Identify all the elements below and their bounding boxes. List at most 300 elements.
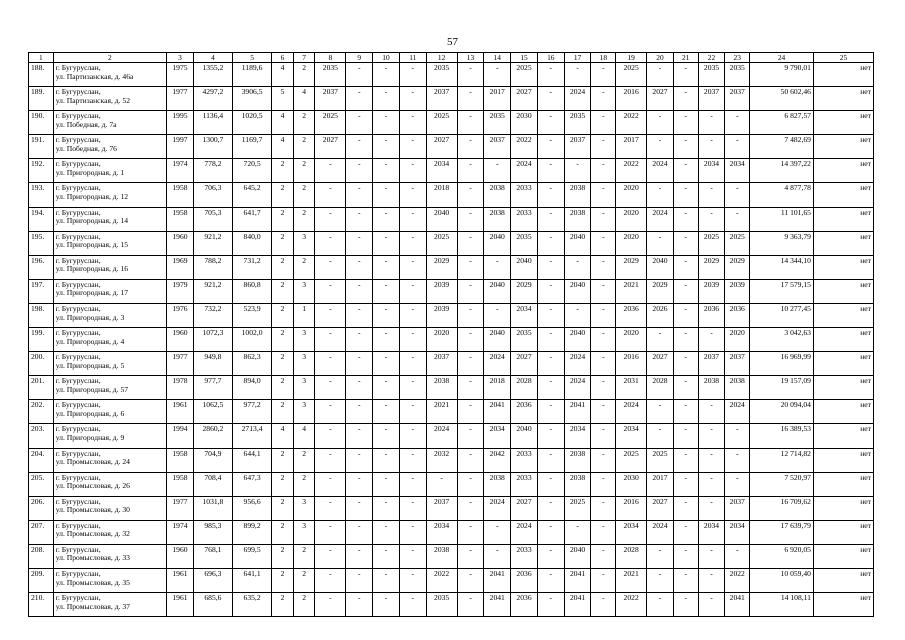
value-cell: 977,7	[193, 376, 232, 400]
value-cell: 2040	[511, 255, 538, 279]
value-cell: -	[591, 448, 616, 472]
value-cell: 2038	[564, 448, 591, 472]
value-cell: 2	[293, 568, 315, 592]
value-cell: 949,8	[193, 352, 232, 376]
value-cell: -	[399, 448, 426, 472]
value-cell: 2035	[426, 593, 457, 617]
value-cell: 2036	[511, 568, 538, 592]
value-cell: 2037	[426, 496, 457, 520]
value-cell: 4	[272, 424, 294, 448]
value-cell: 1976	[167, 303, 194, 327]
value-cell: 2024	[647, 159, 674, 183]
value-cell: 2034	[698, 520, 725, 544]
address-city: г. Бугуруслан,	[55, 87, 101, 97]
flag-cell: нет	[813, 544, 873, 568]
value-cell: 641,1	[233, 568, 272, 592]
value-cell: 899,2	[233, 520, 272, 544]
value-cell: -	[591, 111, 616, 135]
flag-cell: нет	[813, 279, 873, 303]
value-cell: -	[698, 424, 725, 448]
value-cell: 2029	[511, 279, 538, 303]
value-cell: -	[591, 231, 616, 255]
value-cell: 2017	[647, 472, 674, 496]
value-cell: 2034	[426, 520, 457, 544]
value-cell: -	[399, 279, 426, 303]
cost-cell: 7 520,97	[750, 472, 814, 496]
value-cell: -	[399, 255, 426, 279]
value-cell: 2030	[616, 472, 647, 496]
table-row	[29, 376, 874, 400]
value-cell: 1020,5	[233, 111, 272, 135]
address-cell	[53, 544, 166, 568]
value-cell: -	[591, 400, 616, 424]
value-cell: -	[346, 520, 373, 544]
value-cell: -	[373, 352, 400, 376]
value-cell: 644,1	[233, 448, 272, 472]
value-cell: -	[457, 400, 484, 424]
column-header: 3	[167, 53, 194, 63]
value-cell: 2025	[725, 231, 750, 255]
value-cell: 2036	[616, 303, 647, 327]
table-row	[29, 593, 874, 617]
value-cell: 1960	[167, 544, 194, 568]
address-cell	[53, 376, 166, 400]
address-city: г. Бугуруслан,	[55, 279, 101, 289]
value-cell: -	[647, 593, 674, 617]
value-cell: -	[537, 279, 564, 303]
column-header: 1	[29, 53, 54, 63]
value-cell: 2036	[511, 593, 538, 617]
table-header	[29, 53, 874, 63]
value-cell: 1062,5	[193, 400, 232, 424]
value-cell: 1969	[167, 255, 194, 279]
value-cell: -	[591, 424, 616, 448]
value-cell: 2	[272, 183, 294, 207]
value-cell: 860,8	[233, 279, 272, 303]
value-cell: 2035	[511, 231, 538, 255]
value-cell: 2029	[616, 255, 647, 279]
value-cell: 2020	[725, 328, 750, 352]
value-cell: 2037	[564, 135, 591, 159]
column-header: 7	[293, 53, 315, 63]
value-cell: -	[346, 159, 373, 183]
value-cell: 2038	[484, 207, 511, 231]
value-cell: 2041	[484, 568, 511, 592]
value-cell: 2020	[616, 328, 647, 352]
cost-cell: 9 790,01	[750, 63, 814, 87]
value-cell: -	[399, 207, 426, 231]
address-city: г. Бугуруслан,	[55, 472, 101, 482]
table-row	[29, 424, 874, 448]
value-cell: 2	[293, 448, 315, 472]
value-cell: 1977	[167, 352, 194, 376]
value-cell: -	[564, 303, 591, 327]
value-cell: 1978	[167, 376, 194, 400]
address-street: ул. Промысловая, д. 30	[55, 505, 130, 515]
value-cell: -	[673, 376, 698, 400]
value-cell: -	[315, 448, 346, 472]
value-cell: 2	[272, 568, 294, 592]
table-row	[29, 328, 874, 352]
value-cell: 1031,8	[193, 496, 232, 520]
address-street: ул. Промысловая, д. 26	[55, 481, 130, 491]
value-cell: 2025	[315, 111, 346, 135]
value-cell: 1974	[167, 520, 194, 544]
value-cell: 768,1	[193, 544, 232, 568]
column-header: 23	[725, 53, 750, 63]
value-cell: -	[457, 303, 484, 327]
value-cell: 1958	[167, 207, 194, 231]
value-cell: -	[673, 87, 698, 111]
table-row	[29, 400, 874, 424]
column-header: 19	[616, 53, 647, 63]
value-cell: -	[457, 352, 484, 376]
value-cell: -	[698, 183, 725, 207]
value-cell: 708,4	[193, 472, 232, 496]
value-cell: -	[373, 303, 400, 327]
value-cell: -	[537, 424, 564, 448]
address-city: г. Бугуруслан,	[55, 448, 101, 458]
cost-cell: 16 709,62	[750, 496, 814, 520]
value-cell: 1300,7	[193, 135, 232, 159]
value-cell: -	[673, 63, 698, 87]
value-cell: 4	[272, 63, 294, 87]
address-cell	[53, 207, 166, 231]
value-cell: -	[484, 303, 511, 327]
value-cell: -	[698, 544, 725, 568]
address-cell	[53, 520, 166, 544]
address-cell	[53, 448, 166, 472]
value-cell: -	[346, 544, 373, 568]
flag-cell: нет	[813, 135, 873, 159]
value-cell: -	[647, 231, 674, 255]
value-cell: 2041	[564, 593, 591, 617]
value-cell: -	[399, 111, 426, 135]
address-cell	[53, 231, 166, 255]
value-cell: 2039	[426, 279, 457, 303]
value-cell: -	[373, 207, 400, 231]
value-cell: 1961	[167, 593, 194, 617]
value-cell: 2860,2	[193, 424, 232, 448]
address-city: г. Бугуруслан,	[55, 183, 101, 193]
value-cell: -	[315, 593, 346, 617]
value-cell: -	[698, 472, 725, 496]
address-cell	[53, 159, 166, 183]
value-cell: 1355,2	[193, 63, 232, 87]
value-cell: -	[457, 231, 484, 255]
value-cell: 2	[293, 183, 315, 207]
value-cell: -	[673, 568, 698, 592]
value-cell: 1977	[167, 87, 194, 111]
value-cell: 2035	[484, 111, 511, 135]
value-cell: 706,3	[193, 183, 232, 207]
value-cell: -	[457, 424, 484, 448]
value-cell: -	[647, 328, 674, 352]
value-cell: 2	[293, 63, 315, 87]
column-header: 22	[698, 53, 725, 63]
value-cell: -	[673, 255, 698, 279]
value-cell: 2022	[616, 159, 647, 183]
value-cell: -	[537, 328, 564, 352]
value-cell: 2020	[616, 207, 647, 231]
value-cell: 921,2	[193, 231, 232, 255]
value-cell: -	[373, 448, 400, 472]
value-cell: -	[673, 520, 698, 544]
flag-cell: нет	[813, 87, 873, 111]
value-cell: -	[673, 207, 698, 231]
value-cell: 1960	[167, 328, 194, 352]
value-cell: -	[484, 159, 511, 183]
value-cell: 2028	[511, 376, 538, 400]
value-cell: -	[673, 303, 698, 327]
value-cell: 704,9	[193, 448, 232, 472]
value-cell: 2022	[511, 135, 538, 159]
value-cell: 2025	[698, 231, 725, 255]
value-cell: -	[698, 496, 725, 520]
cost-cell: 14 108,11	[750, 593, 814, 617]
value-cell: 2040	[564, 231, 591, 255]
value-cell: -	[373, 183, 400, 207]
value-cell: 2033	[511, 472, 538, 496]
address-city: г. Бугуруслан,	[55, 328, 101, 338]
value-cell: -	[315, 568, 346, 592]
value-cell: 2037	[315, 87, 346, 111]
value-cell: 3906,5	[233, 87, 272, 111]
value-cell: 2025	[564, 496, 591, 520]
value-cell: -	[399, 183, 426, 207]
row-number: 209.	[29, 568, 54, 592]
value-cell: -	[484, 63, 511, 87]
header-row	[29, 53, 874, 63]
address-cell	[53, 496, 166, 520]
value-cell: 4	[272, 111, 294, 135]
value-cell: -	[537, 593, 564, 617]
value-cell: -	[373, 279, 400, 303]
value-cell: 2036	[511, 400, 538, 424]
value-cell: 956,6	[233, 496, 272, 520]
address-cell	[53, 568, 166, 592]
value-cell: 2024	[647, 520, 674, 544]
cost-cell: 3 042,63	[750, 328, 814, 352]
value-cell: -	[399, 376, 426, 400]
table-row	[29, 520, 874, 544]
value-cell: 2039	[725, 279, 750, 303]
value-cell: 2034	[616, 424, 647, 448]
value-cell: 2038	[564, 183, 591, 207]
flag-cell: нет	[813, 328, 873, 352]
value-cell: -	[484, 255, 511, 279]
value-cell: 2040	[426, 207, 457, 231]
value-cell: -	[725, 472, 750, 496]
value-cell: 2041	[564, 400, 591, 424]
value-cell: -	[457, 568, 484, 592]
value-cell: 2028	[616, 544, 647, 568]
flag-cell: нет	[813, 255, 873, 279]
value-cell: 3	[293, 400, 315, 424]
value-cell: -	[373, 328, 400, 352]
value-cell: -	[725, 183, 750, 207]
value-cell: 2037	[725, 87, 750, 111]
value-cell: -	[399, 472, 426, 496]
value-cell: -	[725, 207, 750, 231]
value-cell: -	[537, 135, 564, 159]
value-cell: -	[346, 111, 373, 135]
value-cell: -	[673, 111, 698, 135]
value-cell: 2027	[647, 352, 674, 376]
value-cell: 2	[272, 593, 294, 617]
value-cell: -	[457, 593, 484, 617]
value-cell: 2037	[484, 135, 511, 159]
row-number: 196.	[29, 255, 54, 279]
value-cell: -	[315, 207, 346, 231]
value-cell: -	[591, 520, 616, 544]
cost-cell: 11 101,65	[750, 207, 814, 231]
flag-cell: нет	[813, 207, 873, 231]
value-cell: 2022	[616, 593, 647, 617]
value-cell: -	[537, 111, 564, 135]
cost-cell: 7 482,69	[750, 135, 814, 159]
value-cell: -	[346, 135, 373, 159]
value-cell: 4297,2	[193, 87, 232, 111]
table-row	[29, 63, 874, 87]
value-cell: 2024	[484, 352, 511, 376]
cost-cell: 6 827,57	[750, 111, 814, 135]
value-cell: 2027	[315, 135, 346, 159]
value-cell: 2	[272, 255, 294, 279]
value-cell: 2033	[511, 448, 538, 472]
value-cell: 2	[293, 111, 315, 135]
table-row	[29, 183, 874, 207]
address-cell	[53, 472, 166, 496]
value-cell: 2	[272, 472, 294, 496]
value-cell: -	[537, 255, 564, 279]
value-cell: -	[591, 135, 616, 159]
value-cell: -	[457, 279, 484, 303]
value-cell: -	[315, 496, 346, 520]
column-header: 24	[750, 53, 814, 63]
value-cell: -	[564, 255, 591, 279]
value-cell: 2	[272, 279, 294, 303]
value-cell: 862,3	[233, 352, 272, 376]
value-cell: -	[591, 593, 616, 617]
value-cell: -	[673, 159, 698, 183]
value-cell: -	[725, 448, 750, 472]
value-cell: 5	[272, 87, 294, 111]
value-cell: 2029	[426, 255, 457, 279]
value-cell: 2	[293, 544, 315, 568]
value-cell: 2038	[426, 376, 457, 400]
value-cell: -	[399, 544, 426, 568]
address-city: г. Бугуруслан,	[55, 496, 101, 506]
column-header: 18	[591, 53, 616, 63]
value-cell: 2038	[564, 472, 591, 496]
value-cell: -	[591, 183, 616, 207]
value-cell: 2	[272, 448, 294, 472]
value-cell: -	[698, 448, 725, 472]
value-cell: 2	[272, 520, 294, 544]
value-cell: 2024	[564, 376, 591, 400]
value-cell: -	[591, 496, 616, 520]
address-cell	[53, 183, 166, 207]
value-cell: -	[591, 159, 616, 183]
value-cell: -	[346, 448, 373, 472]
value-cell: -	[457, 544, 484, 568]
value-cell: 2035	[725, 63, 750, 87]
cost-cell: 14 397,22	[750, 159, 814, 183]
value-cell: 2040	[564, 328, 591, 352]
value-cell: -	[315, 544, 346, 568]
value-cell: -	[457, 448, 484, 472]
value-cell: -	[315, 400, 346, 424]
address-city: г. Бугуруслан,	[55, 303, 101, 313]
value-cell: 2038	[484, 183, 511, 207]
value-cell: -	[346, 496, 373, 520]
page-number: 57	[447, 36, 458, 48]
address-city: г. Бугуруслан,	[55, 568, 101, 578]
value-cell: 2016	[616, 496, 647, 520]
flag-cell: нет	[813, 63, 873, 87]
cost-cell: 16 969,99	[750, 352, 814, 376]
value-cell: 2037	[426, 87, 457, 111]
address-city: г. Бугуруслан,	[55, 520, 101, 530]
value-cell: -	[346, 255, 373, 279]
value-cell: 2034	[426, 159, 457, 183]
row-number: 197.	[29, 279, 54, 303]
row-number: 192.	[29, 159, 54, 183]
value-cell: 2027	[647, 496, 674, 520]
value-cell: -	[346, 593, 373, 617]
value-cell: -	[537, 303, 564, 327]
value-cell: 2024	[564, 352, 591, 376]
value-cell: -	[537, 520, 564, 544]
value-cell: -	[315, 328, 346, 352]
cost-cell: 50 602,46	[750, 87, 814, 111]
address-street: ул. Промысловая, д. 35	[55, 577, 130, 587]
value-cell: -	[591, 352, 616, 376]
column-header: 15	[511, 53, 538, 63]
value-cell: 2025	[426, 231, 457, 255]
column-header: 16	[537, 53, 564, 63]
value-cell: 2027	[426, 135, 457, 159]
address-street: ул. Партизанская, д. 52	[55, 95, 130, 105]
value-cell: -	[537, 159, 564, 183]
value-cell: -	[457, 159, 484, 183]
address-city: г. Бугуруслан,	[55, 111, 101, 121]
value-cell: 2022	[426, 568, 457, 592]
value-cell: -	[457, 328, 484, 352]
value-cell: 2027	[511, 87, 538, 111]
value-cell: 2040	[564, 279, 591, 303]
value-cell: 2038	[426, 544, 457, 568]
table-row	[29, 568, 874, 592]
value-cell: 2033	[511, 183, 538, 207]
value-cell: 2025	[616, 63, 647, 87]
value-cell: 2029	[725, 255, 750, 279]
value-cell: -	[484, 520, 511, 544]
value-cell: -	[537, 544, 564, 568]
value-cell: -	[725, 135, 750, 159]
address-street: ул. Промысловая, д. 33	[55, 553, 130, 563]
value-cell: -	[373, 135, 400, 159]
value-cell: 2024	[725, 400, 750, 424]
flag-cell: нет	[813, 111, 873, 135]
value-cell: -	[673, 135, 698, 159]
value-cell: -	[698, 568, 725, 592]
value-cell: -	[591, 544, 616, 568]
value-cell: 1979	[167, 279, 194, 303]
address-street: ул. Пригородная, д. 14	[55, 216, 129, 226]
address-street: ул. Пригородная, д. 3	[55, 312, 125, 322]
